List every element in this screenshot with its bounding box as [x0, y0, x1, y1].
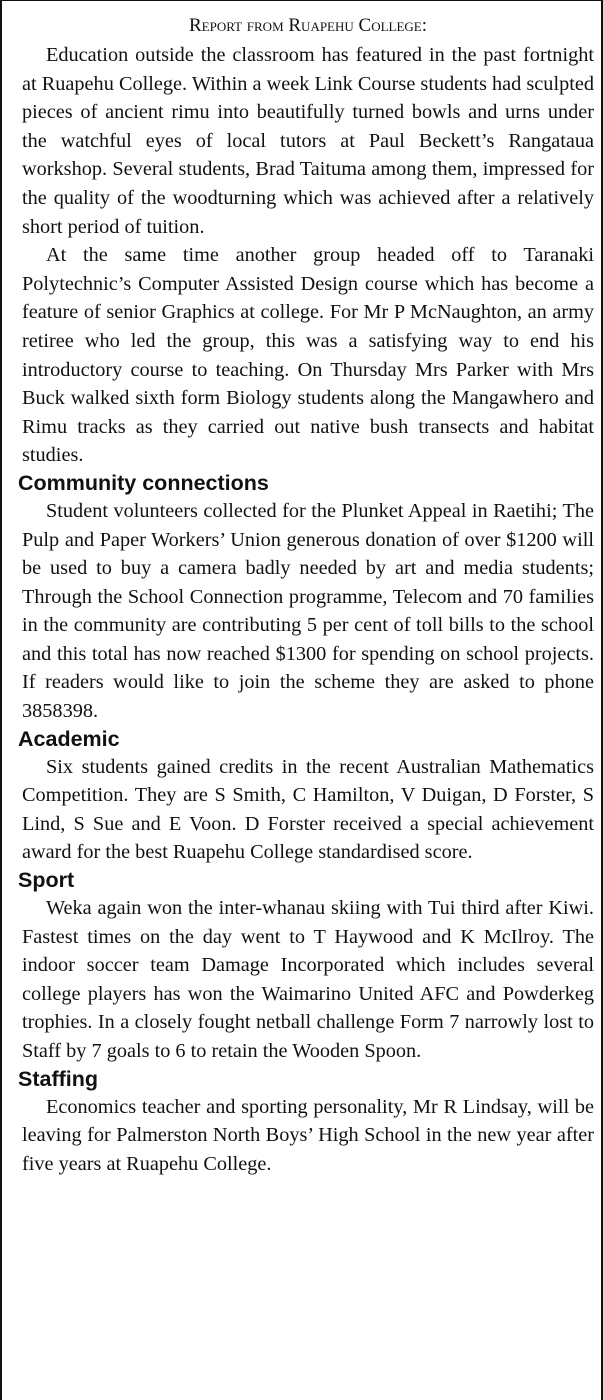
section-text-staffing: Economics teacher and sporting personality, Mr R Lindsay, will be leaving for Palmerston North Boys’ High School in the new year after five years at Ruapehu College. [22, 1095, 594, 1175]
section-heading-sport: Sport [18, 868, 75, 893]
section-text-academic: Six students gained credits in the recent Australian Mathematics Competition. They are S Smith, C Hamilton, V Duigan, D Forster, S Lind, S Sue and E Voon. D Forster received a special achievement award for the best Ruapehu College standardised score. [22, 755, 594, 864]
report-title: Report from Ruapehu College: [188, 15, 428, 36]
intro-paragraph-2: At the same time another group headed off to Taranaki Polytechnic’s Computer Assisted Design course which has become a feature of senior Graphics at college. For Mr P McNaughton, an army retiree who led the group, this was a satisfying way to end his introductory course to teaching. On Thursday Mrs Parker with Mrs Buck walked sixth form Biology students along the Mangawhero and Rimu tracks as they carried out native bush transects and habitat studies. [22, 244, 594, 467]
section-heading-community: Community connections [18, 470, 269, 495]
section-text-sport: Weka again won the inter-whanau skiing with Tui third after Kiwi. Fastest times on the day went to T Haywood and K McIlroy. The indoor soccer team Damage Incorporated which includes several college players has won the Waimarino United AFC and Powderkeg trophies. In a closely fought netball challenge Form 7 narrowly lost to Staff by 7 goals to 6 to retain the Wooden Spoon. [22, 897, 594, 1062]
intro-paragraph-1: Education outside the classroom has featured in the past fortnight at Ruapehu College. Within a week Link Course students had sculpted pieces of ancient rimu into beautifully turned bowls and urns under the watchful eyes of local tutors at Paul Beckett’s Rangataua workshop. Several students, Brad Taituma among them, impressed for the quality of the woodturning which was achieved after a relatively short period of tuition. [22, 44, 594, 238]
section-heading-staffing: Staffing [18, 1066, 99, 1091]
section-text-community: Student volunteers collected for the Plunket Appeal in Raetihi; The Pulp and Paper Workers’ Union generous donation of over $1200 will be used to buy a camera badly needed by art and media students; Through the School Connection programme, Telecom and 70 families in the community are contributing 5 per cent of toll bills to the school and this total has now reached $1300 for spending on school projects. If readers would like to join the scheme they are asked to phone 3858398. [22, 499, 594, 723]
section-heading-academic: Academic [18, 726, 120, 751]
